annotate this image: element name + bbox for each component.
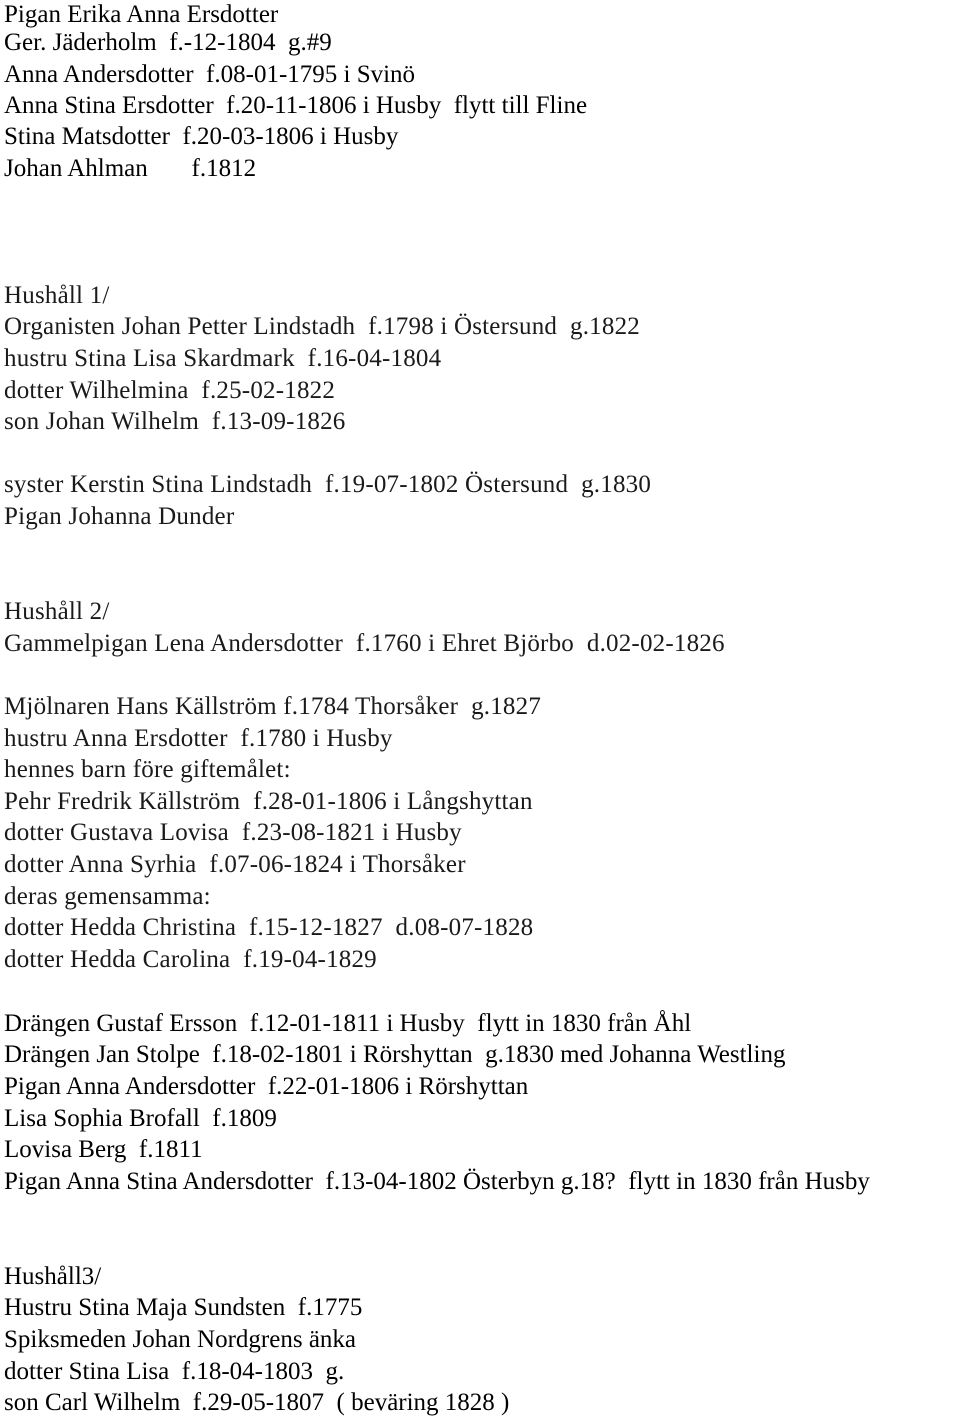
text-line: Pigan Johanna Dunder [4, 503, 235, 530]
text-line: hustru Anna Ersdotter f.1780 i Husby [4, 725, 393, 752]
text-line: hustru Stina Lisa Skardmark f.16-04-1804 [4, 345, 442, 372]
text-line: Anna Stina Ersdotter f.20-11-1806 i Husby flytt till Fline [4, 92, 588, 119]
text-line: syster Kerstin Stina Lindstadh f.19-07-1802 Östersund g.1830 [4, 471, 652, 498]
text-line: Spiksmeden Johan Nordgrens änka [4, 1326, 357, 1353]
text-line: Johan Ahlman f.1812 [4, 155, 257, 182]
text-line: dotter Hedda Carolina f.19-04-1829 [4, 946, 377, 973]
household-heading: Hushåll3/ [4, 1263, 102, 1290]
text-line: Anna Andersdotter f.08-01-1795 i Svinö [4, 61, 416, 88]
text-line: dotter Stina Lisa f.18-04-1803 g. [4, 1358, 345, 1385]
text-line: hennes barn före giftemålet: [4, 756, 291, 783]
text-line: Organisten Johan Petter Lindstadh f.1798 i Östersund g.1822 [4, 313, 640, 340]
text-line: Gammelpigan Lena Andersdotter f.1760 i Ehret Björbo d.02-02-1826 [4, 630, 725, 657]
text-line: son Johan Wilhelm f.13-09-1826 [4, 408, 346, 435]
text-line: Lisa Sophia Brofall f.1809 [4, 1105, 277, 1132]
text-line: dotter Hedda Christina f.15-12-1827 d.08-07-1828 [4, 914, 534, 941]
text-line: Pigan Anna Andersdotter f.22-01-1806 i Rörshyttan [4, 1073, 529, 1100]
text-line: deras gemensamma: [4, 883, 211, 910]
text-line: dotter Anna Syrhia f.07-06-1824 i Thorsåker [4, 851, 466, 878]
household-heading: Hushåll 2/ [4, 598, 110, 625]
household-heading: Hushåll 1/ [4, 282, 110, 309]
text-line: Stina Matsdotter f.20-03-1806 i Husby [4, 123, 399, 150]
text-line: dotter Wilhelmina f.25-02-1822 [4, 377, 336, 404]
text-line: Pehr Fredrik Källström f.28-01-1806 i Långshyttan [4, 788, 533, 815]
text-line: Hustru Stina Maja Sundsten f.1775 [4, 1294, 363, 1321]
text-line: Pigan Erika Anna Ersdotter [4, 1, 279, 28]
text-line: Drängen Jan Stolpe f.18-02-1801 i Rörshyttan g.1830 med Johanna Westling [4, 1041, 786, 1068]
text-line: Mjölnaren Hans Källström f.1784 Thorsåker g.1827 [4, 693, 542, 720]
text-line: son Carl Wilhelm f.29-05-1807 ( beväring 1828 ) [4, 1389, 510, 1416]
text-line: Lovisa Berg f.1811 [4, 1136, 203, 1163]
text-line: Drängen Gustaf Ersson f.12-01-1811 i Husby flytt in 1830 från Åhl [4, 1010, 692, 1037]
text-line: Ger. Jäderholm f.-12-1804 g.#9 [4, 29, 332, 56]
text-line: dotter Gustava Lovisa f.23-08-1821 i Husby [4, 819, 462, 846]
text-line: Pigan Anna Stina Andersdotter f.13-04-1802 Österbyn g.18? flytt in 1830 från Husby [4, 1168, 870, 1195]
